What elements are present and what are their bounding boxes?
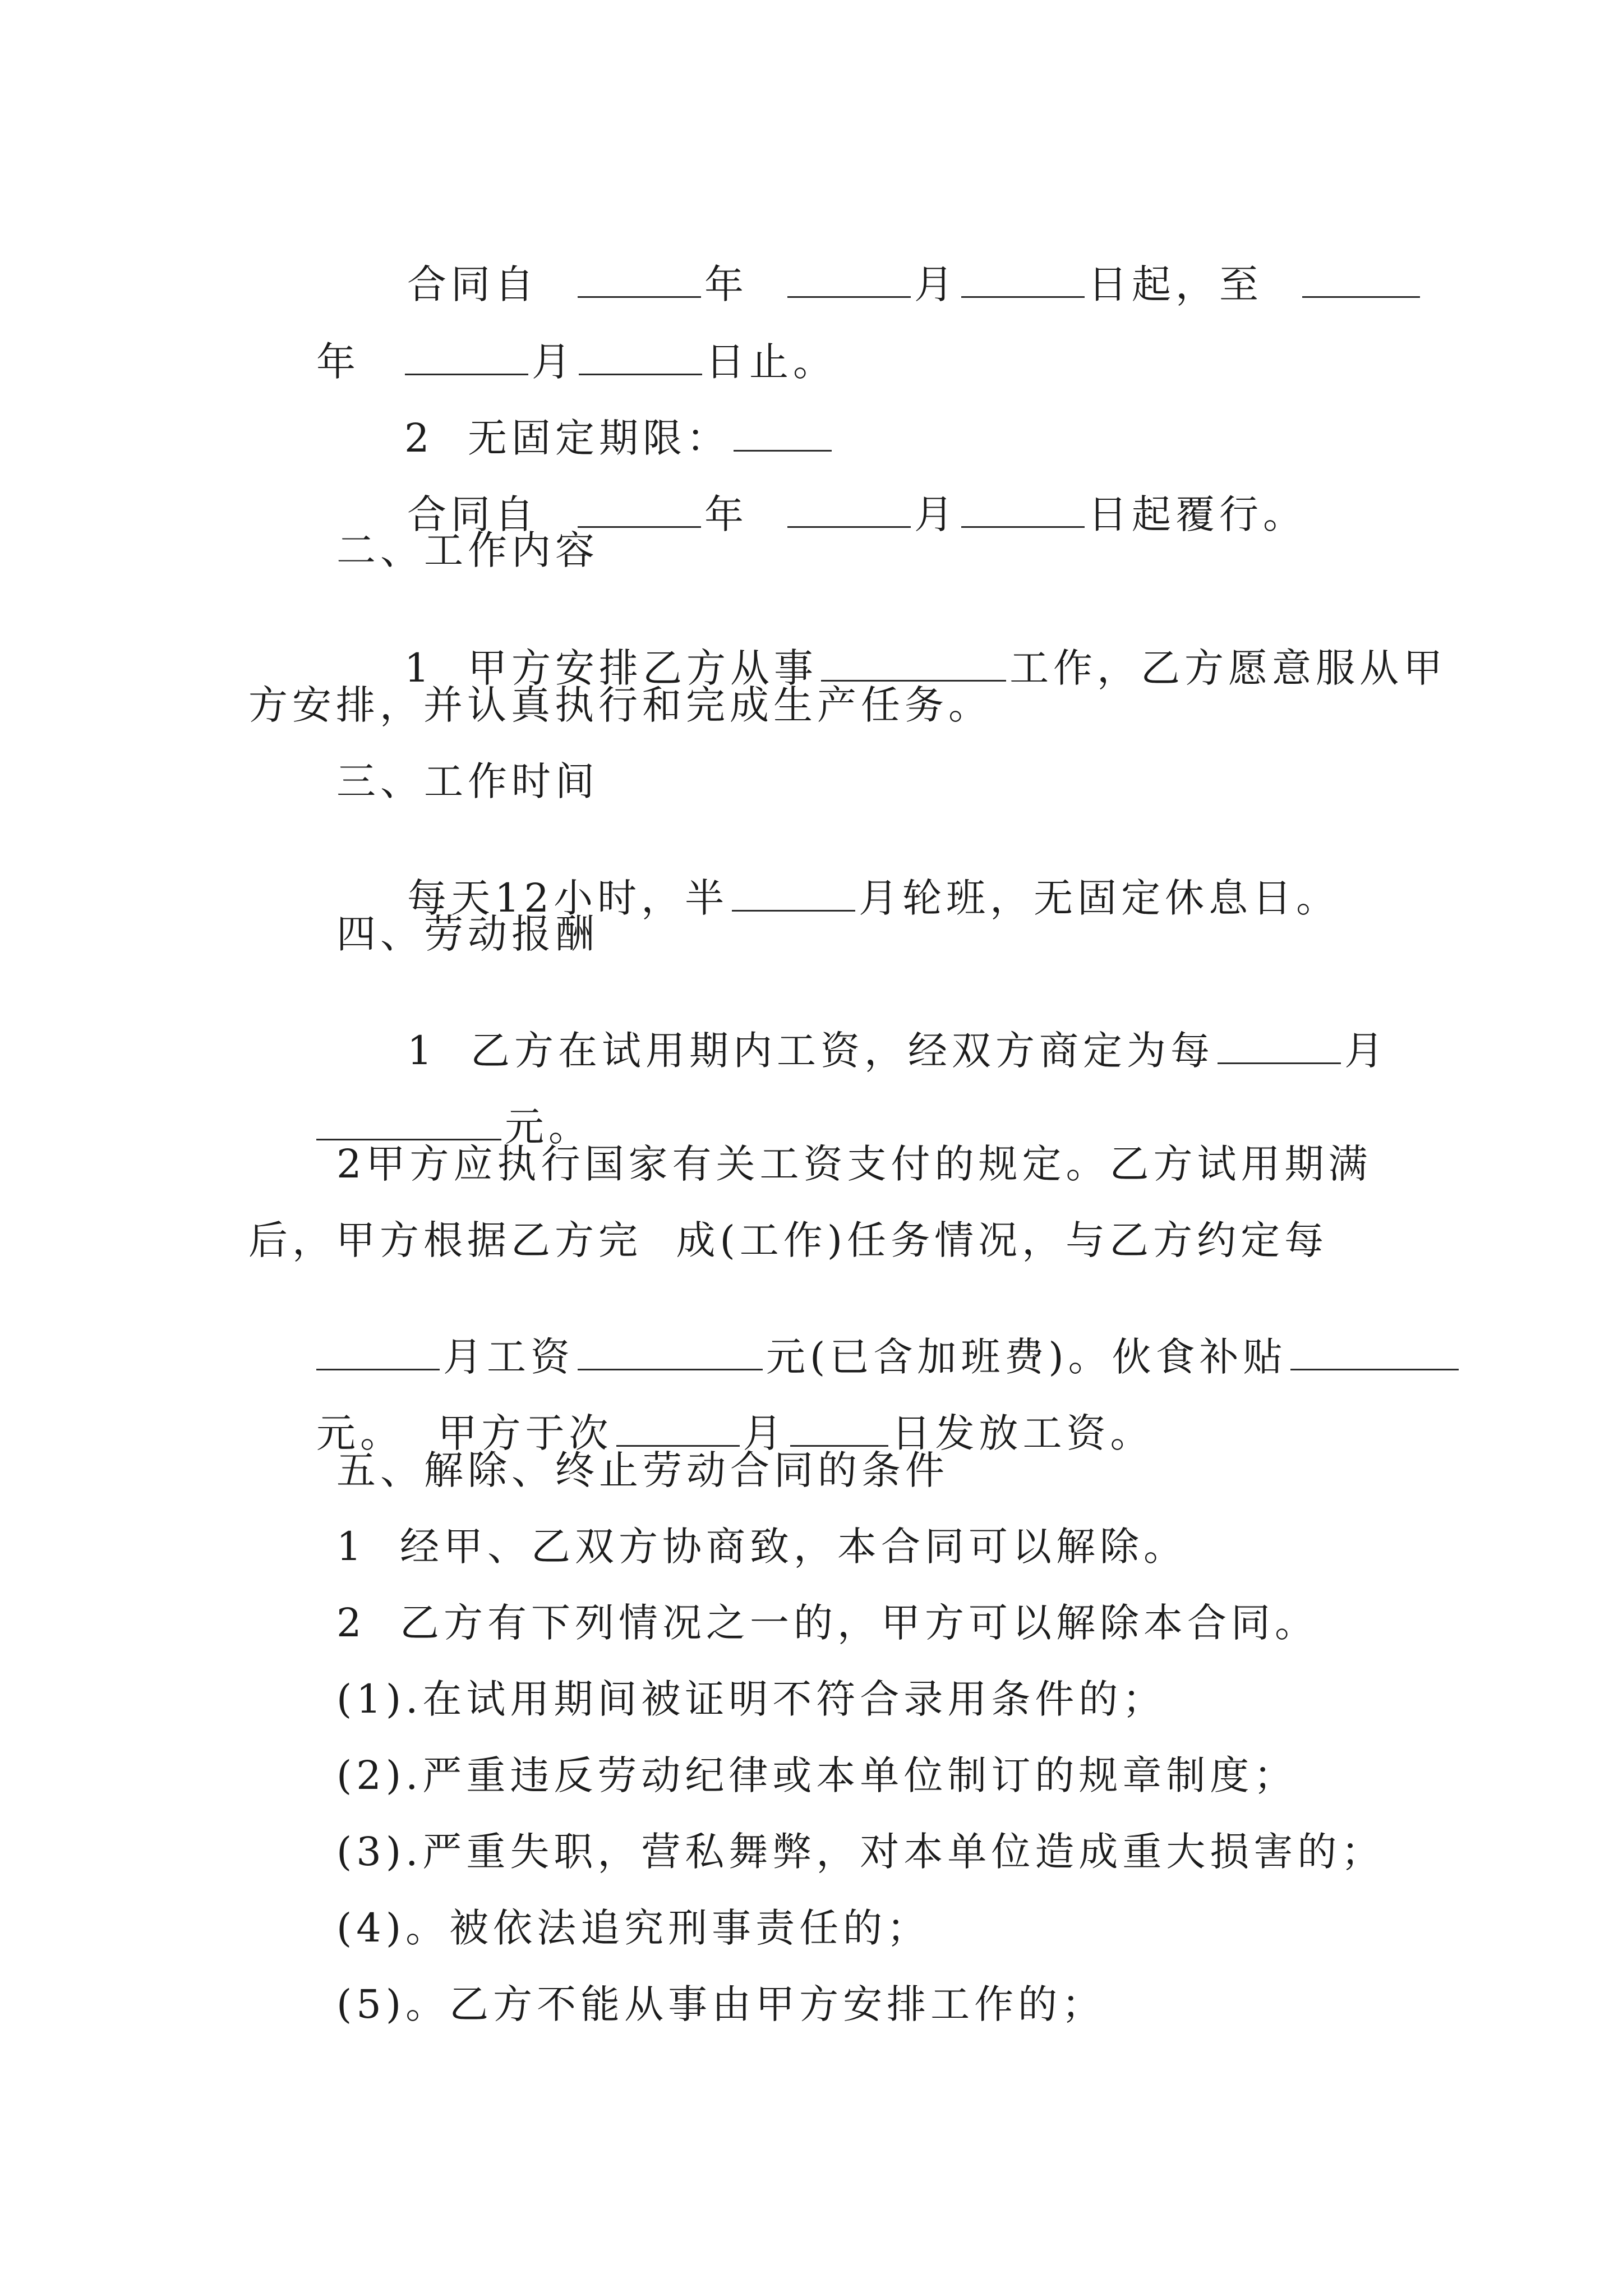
blank-probation-amount[interactable]: [316, 1106, 501, 1140]
text-year: 年: [704, 491, 749, 537]
text-year: 年: [704, 261, 749, 307]
text-daily-hours: 每天12小时，半: [407, 875, 729, 921]
text-month: 月: [532, 339, 576, 385]
blank-job[interactable]: [821, 647, 1006, 682]
termination-subitem-4: (4)。被依法追究刑事责任的；: [336, 1905, 931, 1951]
section-heading-work-content: 二、工作内容: [336, 527, 599, 573]
blank-end-month[interactable]: [405, 341, 528, 375]
blank-probation-period[interactable]: [1218, 1030, 1341, 1064]
termination-subitem-1: (1).在试用期间被证明不符合录用条件的；: [336, 1676, 1166, 1722]
text-contract-from: 合同自: [407, 491, 539, 537]
blank-start-day[interactable]: [961, 494, 1085, 528]
text-contract-from: 合同自: [407, 261, 539, 307]
text-month: 月: [914, 261, 958, 307]
text-month: 月: [743, 1410, 787, 1456]
blank-meal-amount[interactable]: [1290, 1336, 1459, 1370]
termination-item-1: 1 经甲、乙双方协商致，本合同可以解除。: [336, 1524, 1188, 1570]
text-probation-wage: 1 乙方在试用期内工资，经双方商定为每: [407, 1028, 1215, 1074]
text-year: 年: [316, 339, 361, 385]
termination-subitem-3: (3).严重失职，营私舞弊，对本单位造成重大损害的；: [336, 1829, 1385, 1875]
text-rotation: 月轮班，无固定休息日。: [859, 875, 1340, 921]
text-monthly-wage: 月工资: [443, 1334, 575, 1380]
blank-start-year[interactable]: [578, 494, 701, 528]
blank-rotation[interactable]: [732, 877, 855, 912]
work-assignment-line-2: 方安排，并认真执行和完成生产任务。: [248, 682, 992, 728]
section-heading-work-time: 三、工作时间: [336, 758, 599, 804]
text-yuan: 元。: [505, 1104, 593, 1150]
termination-item-2: 2 乙方有下列情况之一的，甲方可以解除本合同。: [336, 1600, 1319, 1646]
blank-pay-month[interactable]: [616, 1412, 740, 1447]
text-day-start-to: 日起，至: [1088, 261, 1264, 307]
blank-month[interactable]: [787, 264, 911, 298]
text-indefinite-term: 2 无固定期限：: [404, 415, 731, 461]
text-month: 月: [1344, 1028, 1389, 1074]
blank-start-month[interactable]: [787, 494, 911, 528]
blank-end-year[interactable]: [1302, 264, 1420, 298]
blank-year[interactable]: [578, 264, 701, 298]
text-work-obey: 工作，乙方愿意服从甲: [1009, 645, 1447, 691]
section-heading-remuneration: 四、劳动报酬: [336, 911, 599, 957]
blank-pay-day[interactable]: [790, 1412, 888, 1447]
text-day-end: 日止。: [706, 339, 837, 385]
wage-rule-line-2: 后，甲方根据乙方完 成(工作)任务情况，与乙方约定每: [248, 1217, 1329, 1263]
blank-indefinite[interactable]: [734, 417, 832, 452]
text-pay-day: 日发放工资。: [891, 1410, 1154, 1456]
text-yuan-pay-next: 元。 甲方于次: [316, 1410, 613, 1456]
blank-day[interactable]: [961, 264, 1085, 298]
text-day-perform: 日起覆行。: [1088, 491, 1307, 537]
termination-subitem-2: (2).严重违反劳动纪律或本单位制订的规章制度；: [336, 1752, 1298, 1798]
blank-end-day[interactable]: [579, 341, 702, 375]
termination-subitem-5: (5)。乙方不能从事由甲方安排工作的；: [336, 1981, 1106, 2027]
text-assign: 1 甲方安排乙方从事: [404, 645, 818, 691]
text-meal-allowance: 元(已含加班费)。伙食补贴: [766, 1334, 1287, 1380]
text-month: 月: [914, 491, 958, 537]
wage-rule-line-1: 2甲方应执行国家有关工资支付的规定。乙方试用期满: [336, 1141, 1372, 1187]
blank-wage-amount[interactable]: [578, 1336, 763, 1370]
section-heading-termination: 五、解除、终止劳动合同的条件: [336, 1447, 949, 1493]
blank-wage-period[interactable]: [316, 1336, 440, 1370]
